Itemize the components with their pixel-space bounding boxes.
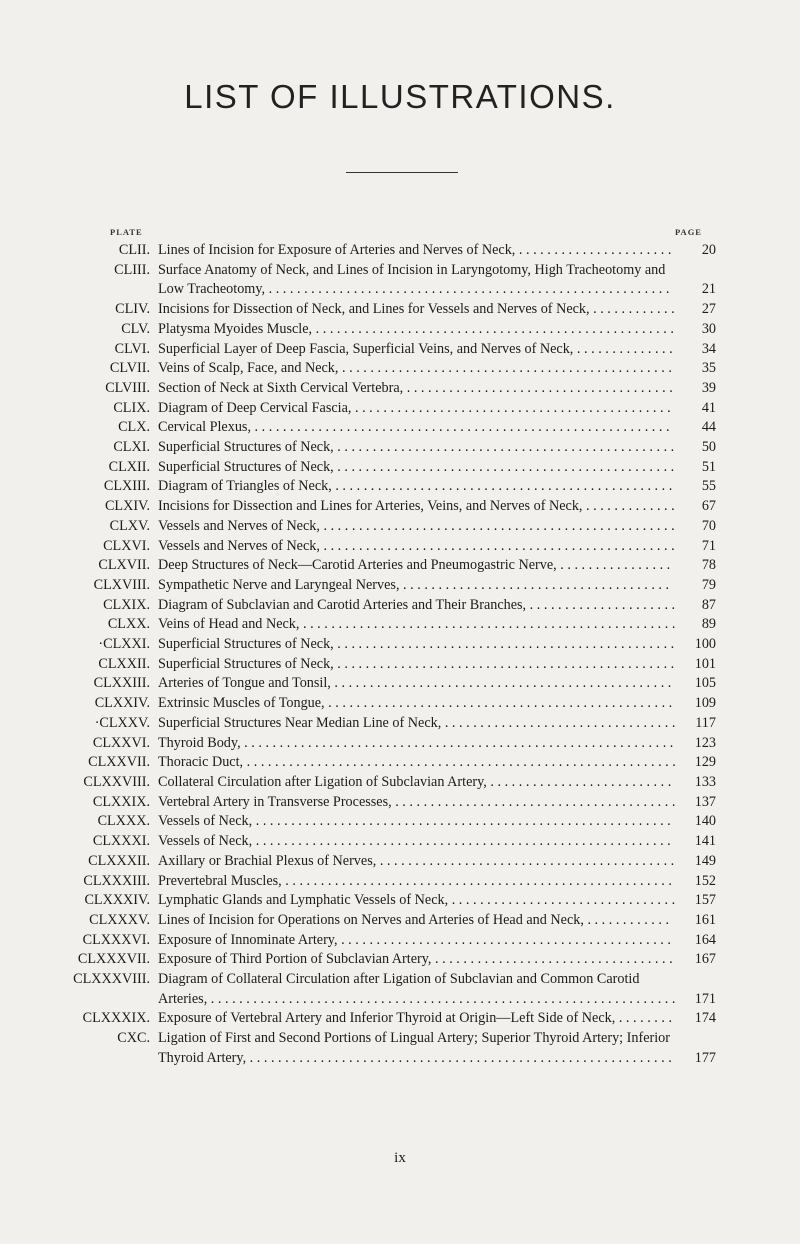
page-ref: 133 <box>694 773 716 790</box>
plate-number: CLXXXVI. <box>82 931 150 948</box>
plate-number: CLXXXI. <box>92 833 150 850</box>
page-ref: 78 <box>701 557 716 574</box>
page-ref: 89 <box>701 616 716 633</box>
dot-leader: . . . . . . . . . . . . . . . . . . . . . . . . . . . . . . . . . . . . . . . . . . . . . . . . . . . . . . . . . . . . <box>246 1049 672 1066</box>
page-ref: 51 <box>701 458 716 475</box>
page-ref: 70 <box>701 517 716 534</box>
plate-number: CLXXIX. <box>92 793 150 810</box>
list-entry <box>0 418 800 438</box>
dot-leader: . . . . . . . . . . . . . . . . . . . . . <box>526 596 676 613</box>
page-ref: 167 <box>694 951 716 968</box>
list-entry <box>0 891 800 911</box>
illustration-title <box>158 832 676 852</box>
list-entry <box>0 793 800 813</box>
illustration-title-text: Cervical Plexus, <box>158 419 251 436</box>
page-ref: 164 <box>694 931 716 948</box>
illustration-title <box>158 931 676 951</box>
illustration-title-text: Exposure of Third Portion of Subclavian Artery, <box>158 951 432 968</box>
dot-leader: . . . . . . . . . . . . . . . . . . . . . . <box>515 242 672 258</box>
list-entry <box>0 734 800 754</box>
dot-leader: . . . . . . . . . . . . . . . . . . . . . . . . . . . . . . . . . . . . . . . . . . . . . . . . <box>333 655 675 672</box>
illustration-title-text: Superficial Structures of Neck, <box>158 636 334 653</box>
list-entry <box>0 517 800 537</box>
illustration-title-text: Vessels and Nerves of Neck, <box>158 517 320 534</box>
list-entry <box>0 399 800 419</box>
page-ref: 152 <box>694 872 716 889</box>
dot-leader: . . . . . . . . . . . . . . . . . . . . . . . . . . . . . . . . . . . . . . . . . . . . . . . . . . . . . . . . . . . . . <box>243 754 676 771</box>
illustration-title <box>158 872 676 892</box>
illustration-title-text: Axillary or Brachial Plexus of Nerves, <box>158 852 377 869</box>
illustration-title <box>158 497 676 517</box>
illustrations-list <box>0 241 800 1069</box>
dot-leader: . . . . . . . . . . . . . . . . . . . . . . . . . . . . . . . . . . . . . . . . . . . . . <box>351 399 671 416</box>
page-ref: 41 <box>701 399 716 416</box>
dot-leader: . . . . . . . . . . . . . . . . . . . . . . . . . . . . . . . . . . . . . . . . . . . . . . . . <box>333 458 675 475</box>
illustration-title-text: Lines of Incision for Exposure of Arteries and Nerves of Neck, <box>158 242 516 258</box>
illustration-title <box>158 911 676 931</box>
list-entry <box>0 596 800 616</box>
plate-number: CLXX. <box>107 616 150 633</box>
plate-number: CLXV. <box>109 517 150 534</box>
page-ref: 67 <box>701 498 716 515</box>
dot-leader: . . . . . . . . . . . . . . . . . . . . . . . . . . . . . . . . . . . . . . . . . . . . . . . . . . <box>319 517 675 534</box>
plate-number: CLXXXIV. <box>84 892 150 909</box>
dot-leader: . . . . . . . . . . . . . . . . . . . . . . . . . . . . . . . . . . . . . . . . . . . . . . . . . . . . . . . . . . . . . <box>240 734 674 751</box>
page-ref: 101 <box>694 655 716 672</box>
plate-number: CLXXXIII. <box>83 872 150 889</box>
illustration-title <box>158 379 676 399</box>
illustration-title-text: Platysma Myoides Muscle, <box>158 320 313 337</box>
illustration-title-text: Exposure of Vertebral Artery and Inferior Thyroid at Origin—Left Side of Neck, <box>158 1010 616 1027</box>
plate-number: CLII. <box>118 242 150 258</box>
plate-number: CLXVI. <box>103 537 150 554</box>
illustration-title-text: Thyroid Body, <box>158 734 241 751</box>
dot-leader: . . . . . . . . . . . . . . . . . . . . . . . . . . . . . . . . . . <box>431 951 673 968</box>
illustration-title <box>158 418 676 438</box>
dot-leader: . . . . . . . . . . . . . <box>582 498 675 515</box>
list-entry <box>0 497 800 517</box>
illustration-title-text: Superficial Structures Near Median Line of Neck, <box>158 714 442 731</box>
plate-number: CLXXXVIII. <box>73 971 150 988</box>
illustration-title-text: Arteries of Tongue and Tonsil, <box>158 675 331 692</box>
page-ref: 109 <box>694 695 716 712</box>
list-entry <box>0 340 800 360</box>
plate-number: CLXXIV. <box>94 695 150 712</box>
plate-number: CLX. <box>118 419 150 436</box>
page-ref: 149 <box>694 852 716 869</box>
illustration-title <box>158 261 676 300</box>
dot-leader: . . . . . . . . . . . . . . . . . . . . . . . . . . . . . . . . . . . . . . <box>399 576 670 593</box>
illustration-title <box>158 812 676 832</box>
dot-leader: . . . . . . . . . . . . . . . . . . . . . . . . . . . . . . . . . . . . . . . . . . . . . . . . . . . . . <box>299 616 676 633</box>
list-entry <box>0 261 800 300</box>
page-ref: 34 <box>701 340 716 357</box>
illustration-title <box>158 596 676 616</box>
list-entry <box>0 458 800 478</box>
dot-leader: . . . . . . . . . . . . . . . . . . . . . . . . . . . . . . . . . . . . . . . . . . . . . . . . . . . . . . . . . . . . . . . . . . <box>207 990 676 1007</box>
page-ref: 21 <box>701 281 716 298</box>
illustration-title <box>158 615 676 635</box>
page-ref: 174 <box>694 1010 716 1027</box>
plate-number: CLXXXVII. <box>77 951 150 968</box>
dot-leader: . . . . . . . . . . . . . . . . . . . . . . . . . . . . . . . . . . . . . . . . <box>391 793 676 810</box>
page-ref: 20 <box>701 242 716 258</box>
plate-number: CLXXVII. <box>88 754 150 771</box>
illustration-title-text: Ligation of First and Second Portions of Lingual Artery; Superior Thyroid Artery; Inferior Thyroid Artery, <box>158 1030 670 1066</box>
plate-number: CLXIX. <box>103 596 150 613</box>
illustration-title <box>158 537 676 557</box>
illustration-title-text: Diagram of Deep Cervical Fascia, <box>158 399 352 416</box>
illustration-title <box>158 300 676 320</box>
page-ref: 44 <box>701 419 716 436</box>
illustration-title <box>158 970 676 1009</box>
list-entry <box>0 1009 800 1029</box>
list-entry <box>0 950 800 970</box>
list-entry <box>0 812 800 832</box>
dot-leader: . . . . . . . . . . . . <box>583 911 670 928</box>
illustration-title-text: Surface Anatomy of Neck, and Lines of Incision in Laryngotomy, High Tracheotomy and Low Tracheotomy, <box>158 261 666 298</box>
plate-number: CLXII. <box>108 458 150 475</box>
dot-leader: . . . . . . . . . . . . . . . . . . . . . . . . . . . . . . . . . . . . . . . . . . . . . . . . . . . . . . . . . <box>265 281 670 298</box>
plate-number: ·CLXXI. <box>98 636 150 653</box>
illustration-title-text: Extrinsic Muscles of Tongue, <box>158 695 325 712</box>
illustration-title-text: Superficial Structures of Neck, <box>158 655 334 672</box>
list-entry <box>0 438 800 458</box>
list-entry <box>0 556 800 576</box>
illustration-title-text: Veins of Scalp, Face, and Neck, <box>158 360 339 377</box>
plate-number: CLVII. <box>109 360 150 377</box>
list-entry <box>0 872 800 892</box>
list-entry <box>0 300 800 320</box>
dot-leader: . . . . . . . . . . . . . . . . . . . . . . . . . . . . . . . . . . . . . . . . . . . . . . . . . . . <box>312 320 674 337</box>
list-entry <box>0 931 800 951</box>
illustration-title-text: Vessels and Nerves of Neck, <box>158 537 320 554</box>
list-entry <box>0 635 800 655</box>
page-ref: 141 <box>694 833 716 850</box>
page-ref: 87 <box>701 596 716 613</box>
illustration-title <box>158 674 676 694</box>
dot-leader: . . . . . . . . . . . . . . . . . . . . . . . . . . . . . . . . . . . . . . . . . . . . . . . . . . . . . . . . . . . <box>251 419 670 436</box>
plate-number: CLXXXII. <box>88 852 150 869</box>
page-ref: 117 <box>695 714 716 731</box>
page-ref: 161 <box>694 911 716 928</box>
page-ref: 157 <box>694 892 716 909</box>
illustration-title-text: Superficial Structures of Neck, <box>158 458 334 475</box>
dot-leader: . . . . . . . . . . . . . . . . . . . . . . . . . . <box>486 773 672 790</box>
dot-leader: . . . . . . . . . . . . . . . . . . . . . . . . . . . . . . . . . . . . . . . . . . <box>376 852 675 869</box>
illustration-title <box>158 655 676 675</box>
title-divider <box>346 172 458 173</box>
list-entry <box>0 753 800 773</box>
list-entry <box>0 674 800 694</box>
dot-leader: . . . . . . . . . . . . . . . . . . . . . . . . . . . . . . . . . . . . . . . . . . . . . . . . <box>333 636 675 653</box>
dot-leader: . . . . . . . . . . . . . . . . . . . . . . . . . . . . . . . . . . . . . . . . . . . . . . . . . <box>324 695 673 712</box>
illustration-title-text: Lymphatic Glands and Lymphatic Vessels of Neck, <box>158 892 449 909</box>
illustration-title <box>158 714 676 734</box>
plate-number: CLXVIII. <box>93 576 150 593</box>
illustration-title-text: Incisions for Dissection of Neck, and Lines for Vessels and Nerves of Neck, <box>158 301 590 318</box>
dot-leader: . . . . . . . . . . . . . . . . . . . . . . . . . . . . . . . . . . . . . . . . . . . . . . . . <box>333 439 675 456</box>
illustration-title <box>158 1029 676 1068</box>
plate-number: CLXVII. <box>98 557 150 574</box>
list-entry <box>0 911 800 931</box>
page-ref: 177 <box>694 1049 716 1066</box>
illustration-title <box>158 635 676 655</box>
dot-leader: . . . . . . . . . . . . . . . . . . . . . . . . . . . . . . . . . . . . . . . . . . . . . . . <box>338 360 672 377</box>
illustration-title <box>158 399 676 419</box>
illustration-title-text: Diagram of Collateral Circulation after Ligation of Subclavian and Common Carotid Arteries, <box>158 971 640 1007</box>
page-ref: 105 <box>694 675 716 692</box>
illustration-title <box>158 734 676 754</box>
page-ref: 35 <box>701 360 716 377</box>
dot-leader: . . . . . . . . . . . . <box>589 301 675 318</box>
plate-number: CLIII. <box>114 261 150 278</box>
dot-leader: . . . . . . . . . . . . . . . . . . . . . . . . . . . . . . . . . . . . . . . . . . . . . . . . <box>330 675 672 692</box>
illustration-title <box>158 556 676 576</box>
illustration-title <box>158 950 676 970</box>
page-ref: 123 <box>694 734 716 751</box>
plate-number: CLXIII. <box>103 478 150 495</box>
illustration-title-text: Veins of Head and Neck, <box>158 616 300 633</box>
illustration-title-text: Superficial Layer of Deep Fascia, Superficial Veins, and Nerves of Neck, <box>158 340 574 357</box>
illustration-title-text: Vessels of Neck, <box>158 813 253 830</box>
list-entry <box>0 320 800 340</box>
dot-leader: . . . . . . . . . . . . . . . . . . . . . . . . . . . . . . . . . . . . . . . . . . . . . . . <box>337 931 671 948</box>
plate-number: CLXXII. <box>98 655 150 672</box>
page-ref: 100 <box>694 636 716 653</box>
plate-number: CLVIII. <box>105 379 150 396</box>
illustration-title-text: Section of Neck at Sixth Cervical Vertebra, <box>158 379 404 396</box>
list-entry <box>0 655 800 675</box>
dot-leader: . . . . . . . . . . . . . . . . . . . . . . . . . . . . . . . . . . . . . . . . . . . . . . . . . . . . . . . . . . . <box>252 813 671 830</box>
illustration-title <box>158 241 676 261</box>
illustration-title-text: Exposure of Innominate Artery, <box>158 931 338 948</box>
illustration-title <box>158 852 676 872</box>
illustration-title-text: Collateral Circulation after Ligation of Subclavian Artery, <box>158 773 487 790</box>
illustration-title-text: Prevertebral Muscles, <box>158 872 282 889</box>
list-entry <box>0 1029 800 1068</box>
plate-number: CXC. <box>117 1030 150 1047</box>
illustration-title <box>158 1009 676 1029</box>
plate-number: CLIX. <box>113 399 150 416</box>
plate-number: CLXI. <box>113 439 150 456</box>
list-entry <box>0 773 800 793</box>
list-entry <box>0 832 800 852</box>
illustration-title <box>158 477 676 497</box>
illustration-title <box>158 438 676 458</box>
page-ref: 140 <box>694 813 716 830</box>
illustration-title-text: Superficial Structures of Neck, <box>158 439 334 456</box>
illustration-title <box>158 517 676 537</box>
plate-number: CLXXX. <box>97 813 150 830</box>
page-ref: 30 <box>701 320 716 337</box>
illustration-title-text: Thoracic Duct, <box>158 754 244 771</box>
dot-leader: . . . . . . . . . . . . . . . . . . . . . . . . . . . . . . . . . <box>441 714 676 731</box>
plate-number: CLXIV. <box>104 498 150 515</box>
illustration-title <box>158 340 676 360</box>
plate-number: CLXXXV. <box>89 911 150 928</box>
illustration-title <box>158 793 676 813</box>
illustration-title <box>158 891 676 911</box>
illustration-title <box>158 773 676 793</box>
page-ref: 137 <box>694 793 716 810</box>
page-column-header: PAGE <box>675 227 702 237</box>
dot-leader: . . . . . . . . . . . . . . . . . . . . . . . . . . . . . . . . . . . . . . . . . . . . . . . . . . . . . . . . . . . <box>252 833 671 850</box>
illustration-title <box>158 576 676 596</box>
dot-leader: . . . . . . . . . . . . . . . . <box>556 557 671 574</box>
dot-leader: . . . . . . . . <box>615 1010 673 1027</box>
list-entry <box>0 241 800 261</box>
illustration-title-text: Lines of Incision for Operations on Nerves and Arteries of Head and Neck, <box>158 911 584 928</box>
page-ref: 27 <box>701 301 716 318</box>
list-entry <box>0 714 800 734</box>
illustration-title-text: Vessels of Neck, <box>158 833 253 850</box>
plate-number: CLXXIII. <box>93 675 150 692</box>
illustration-title <box>158 753 676 773</box>
plate-number: CLXXXIX. <box>82 1010 150 1027</box>
illustration-title <box>158 320 676 340</box>
plate-number: CLXXVIII. <box>83 773 150 790</box>
list-entry <box>0 576 800 596</box>
dot-leader: . . . . . . . . . . . . . . . . . . . . . . . . . . . . . . . . . . . . . . . . . . . . . . . . . . . . . . . <box>281 872 672 889</box>
illustration-title <box>158 359 676 379</box>
plate-number: CLV. <box>121 320 150 337</box>
page-ref: 171 <box>694 990 716 1007</box>
page-ref: 55 <box>701 478 716 495</box>
list-entry <box>0 359 800 379</box>
list-entry <box>0 970 800 1009</box>
dot-leader: . . . . . . . . . . . . . . . . . . . . . . . . . . . . . . . . . . . . . . . . . . . . . . . . <box>331 478 673 495</box>
dot-leader: . . . . . . . . . . . . . . . . . . . . . . . . . . . . . . . . <box>448 892 676 909</box>
illustration-title-text: Vertebral Artery in Transverse Processes, <box>158 793 392 810</box>
plate-number: CLXXVI. <box>92 734 150 751</box>
illustration-title <box>158 458 676 478</box>
page-number: ix <box>394 1150 406 1166</box>
plate-column-header: PLATE <box>110 227 143 237</box>
page-ref: 50 <box>701 439 716 456</box>
page-ref: 129 <box>694 754 716 771</box>
dot-leader: . . . . . . . . . . . . . . . . . . . . . . . . . . . . . . . . . . . . . . . . . . . . . . . . . . <box>319 537 675 554</box>
illustration-title-text: Diagram of Subclavian and Carotid Arteries and Their Branches, <box>158 596 527 613</box>
illustration-title-text: Incisions for Dissection and Lines for Arteries, Veins, and Nerves of Neck, <box>158 498 583 515</box>
dot-leader: . . . . . . . . . . . . . . . . . . . . . . . . . . . . . . . . . . . . . . <box>403 379 673 396</box>
page-ref: 79 <box>701 576 716 593</box>
list-entry <box>0 379 800 399</box>
list-entry <box>0 615 800 635</box>
list-entry <box>0 852 800 872</box>
dot-leader: . . . . . . . . . . . . . . <box>573 340 673 357</box>
illustration-title-text: Diagram of Triangles of Neck, <box>158 478 332 495</box>
plate-number: ·CLXXV. <box>94 714 150 731</box>
page-title: LIST OF ILLUSTRATIONS. <box>184 78 616 115</box>
plate-number: CLIV. <box>115 301 150 318</box>
list-entry <box>0 477 800 497</box>
illustration-title-text: Sympathetic Nerve and Laryngeal Nerves, <box>158 576 400 593</box>
illustration-title <box>158 694 676 714</box>
page-ref: 71 <box>701 537 716 554</box>
page-ref: 39 <box>701 379 716 396</box>
list-entry <box>0 694 800 714</box>
illustration-title-text: Deep Structures of Neck—Carotid Arteries and Pneumogastric Nerve, <box>158 557 557 574</box>
list-entry <box>0 537 800 557</box>
plate-number: CLVI. <box>114 340 150 357</box>
